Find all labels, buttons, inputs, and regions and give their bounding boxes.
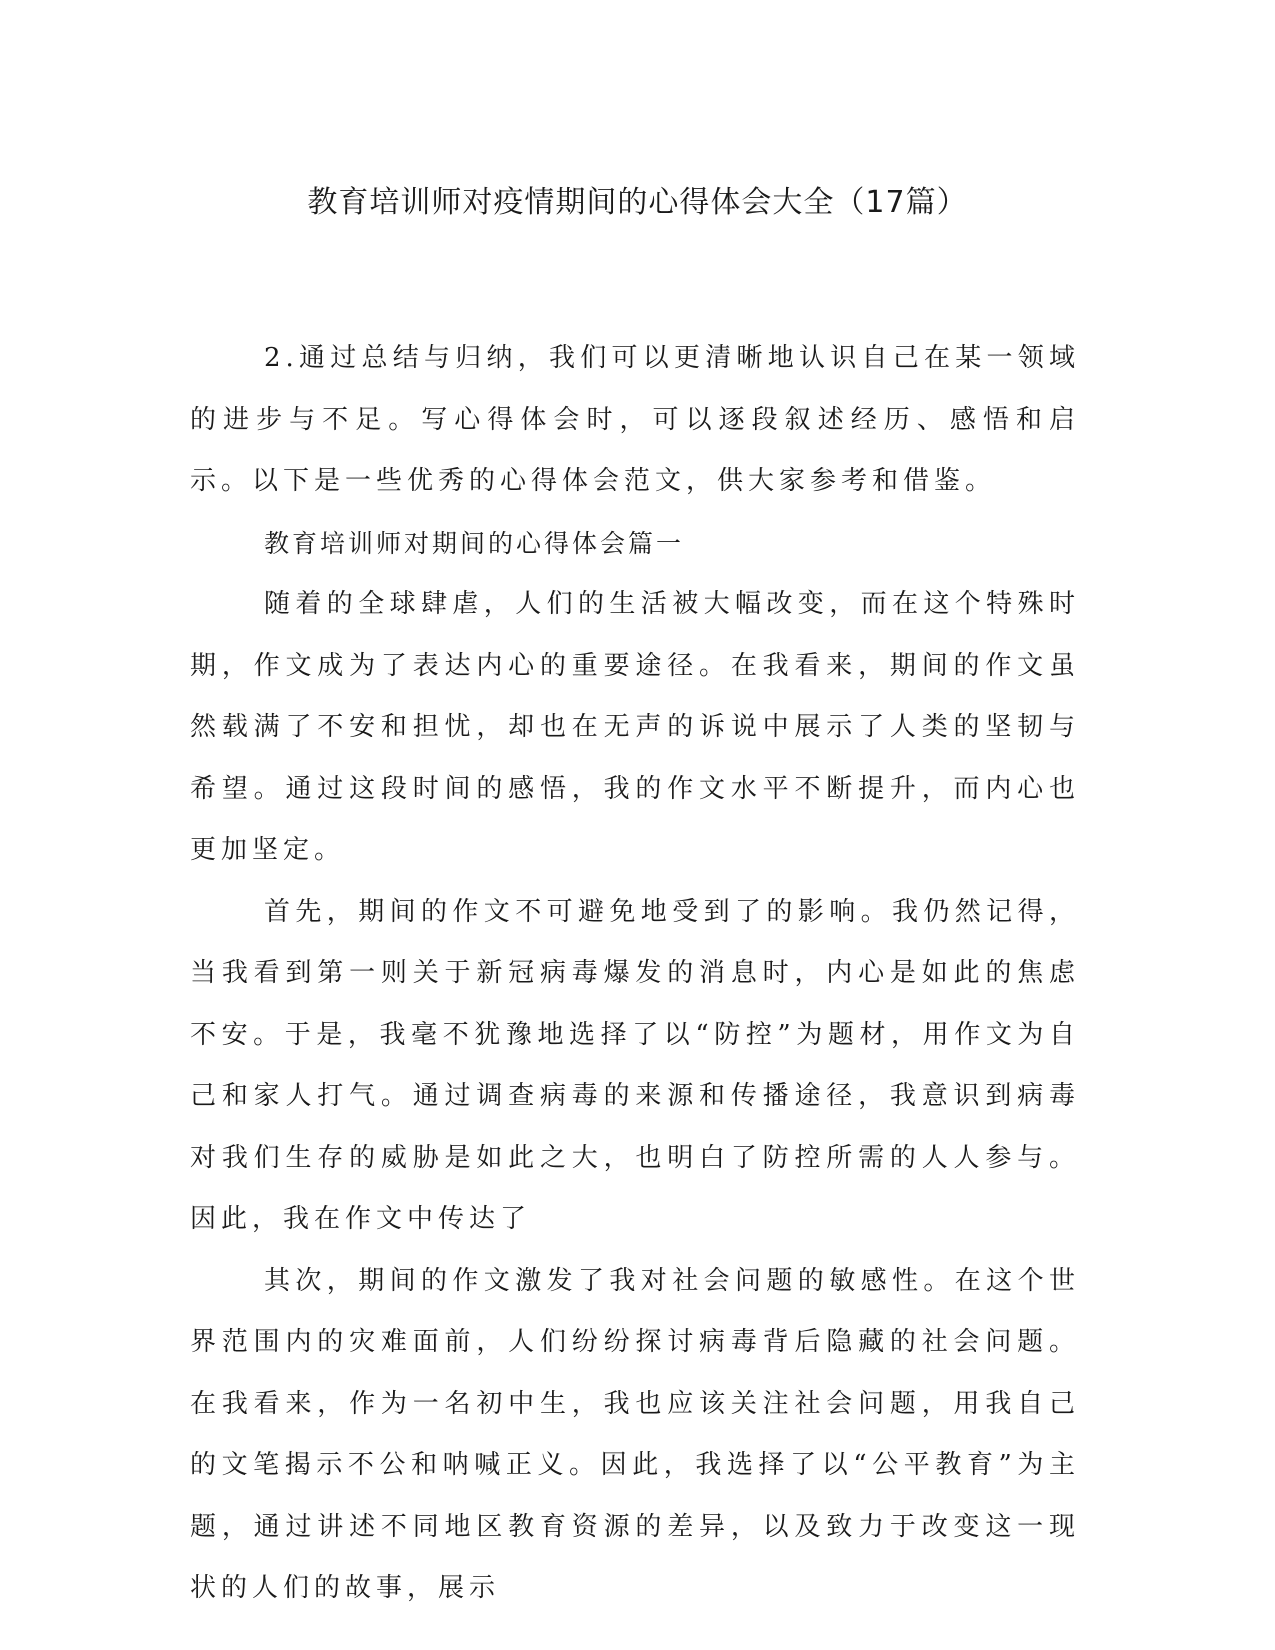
document-body: [190, 328, 1080, 1620]
section-heading: 教育培训师对期间的心得体会篇一: [264, 528, 685, 558]
document-title: 教育培训师对疫情期间的心得体会大全（17篇）: [307, 185, 968, 220]
body-paragraph-1: 随着的全球肆虐，人们的生活被大幅改变，而在这个特殊时期，作文成为了表达内心的重要途径。在我看来，期间的作文虽然载满了不安和担忧，却也在无声的诉说中展示了人类的坚韧与希望。通过这段时间的感悟，我的作文水平不断提升，而内心也更加坚定。: [190, 589, 1080, 865]
body-paragraph-3: 其次，期间的作文激发了我对社会问题的敏感性。在这个世界范围内的灾难面前，人们纷纷探讨病毒背后隐藏的社会问题。在我看来，作为一名初中生，我也应该关注社会问题，用我自己的文笔揭示不公和呐喊正义。因此，我选择了以“公平教育”为主题，通过讲述不同地区教育资源的差异，以及致力于改变这一现状的人们的故事，展示: [190, 1265, 1080, 1603]
intro-paragraph: 2.通过总结与归纳，我们可以更清晰地认识自己在某一领域的进步与不足。写心得体会时，可以逐段叙述经历、感悟和启示。以下是一些优秀的心得体会范文，供大家参考和借鉴。: [190, 343, 1080, 496]
body-paragraph-2: 首先，期间的作文不可避免地受到了的影响。我仍然记得，当我看到第一则关于新冠病毒爆发的消息时，内心是如此的焦虑不安。于是，我毫不犹豫地选择了以“防控”为题材，用作文为自己和家人打气。通过调查病毒的来源和传播途径，我意识到病毒对我们生存的威胁是如此之大，也明白了防控所需的人人参与。因此，我在作文中传达了: [190, 896, 1080, 1234]
